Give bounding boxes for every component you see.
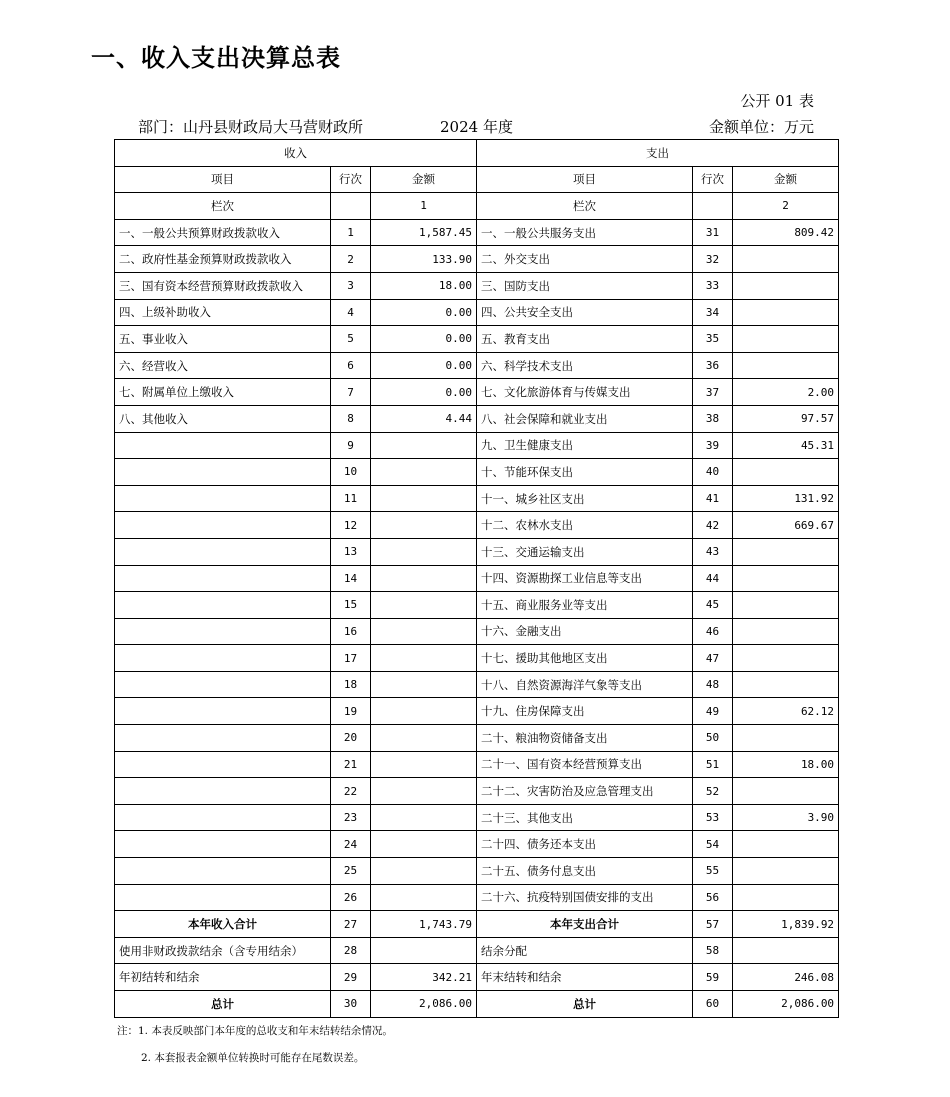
- expense-section-header: 支出: [477, 140, 839, 167]
- expense-item-header: 项目: [477, 166, 693, 193]
- expense-amount-header: 金额: [733, 166, 839, 193]
- income-amount: 2,086.00: [371, 991, 477, 1018]
- income-row-number: 26: [331, 884, 371, 911]
- expense-row-number: 38: [693, 405, 733, 432]
- income-amount: 1,587.45: [371, 219, 477, 246]
- income-section-header: 收入: [115, 140, 477, 167]
- income-amount: [371, 459, 477, 486]
- income-item: 总计: [115, 991, 331, 1018]
- income-amount: [371, 831, 477, 858]
- income-item: [115, 459, 331, 486]
- income-amount: [371, 671, 477, 698]
- income-item: [115, 565, 331, 592]
- expense-amount: [733, 246, 839, 273]
- expense-item: 十、节能环保支出: [477, 459, 693, 486]
- expense-item: 四、公共安全支出: [477, 299, 693, 326]
- table-row: [115, 751, 839, 778]
- table-row: [115, 698, 839, 725]
- table-row: [115, 831, 839, 858]
- table-row: [115, 459, 839, 486]
- table-row: [115, 219, 839, 246]
- income-amount: [371, 485, 477, 512]
- table-row: [115, 299, 839, 326]
- expense-item: 十一、城乡社区支出: [477, 485, 693, 512]
- income-item: 四、上级补助收入: [115, 299, 331, 326]
- expense-row-number: 39: [693, 432, 733, 459]
- income-amount: 0.00: [371, 326, 477, 353]
- income-amount: [371, 512, 477, 539]
- income-row-number: 19: [331, 698, 371, 725]
- expense-item: 二十一、国有资本经营预算支出: [477, 751, 693, 778]
- expense-column-label: 栏次: [477, 193, 693, 220]
- table-row: [115, 326, 839, 353]
- expense-item: 本年支出合计: [477, 911, 693, 938]
- column-number-row: [115, 193, 839, 220]
- income-item: 一、一般公共预算财政拨款收入: [115, 219, 331, 246]
- expense-amount: [733, 671, 839, 698]
- expense-amount: 246.08: [733, 964, 839, 991]
- table-row: [115, 352, 839, 379]
- income-amount: 342.21: [371, 964, 477, 991]
- expense-amount: [733, 272, 839, 299]
- income-row-number: 22: [331, 778, 371, 805]
- expense-row-number: 34: [693, 299, 733, 326]
- income-row-number: 25: [331, 858, 371, 885]
- expense-amount: 3.90: [733, 804, 839, 831]
- expense-row-number: 40: [693, 459, 733, 486]
- expense-row-number: 52: [693, 778, 733, 805]
- income-item: [115, 485, 331, 512]
- empty-cell: [693, 193, 733, 220]
- income-item: 本年收入合计: [115, 911, 331, 938]
- income-item: 年初结转和结余: [115, 964, 331, 991]
- table-row: [115, 379, 839, 406]
- income-item: 使用非财政拨款结余（含专用结余）: [115, 937, 331, 964]
- income-amount: 0.00: [371, 299, 477, 326]
- expense-amount: [733, 884, 839, 911]
- income-item: 五、事业收入: [115, 326, 331, 353]
- income-row-number: 2: [331, 246, 371, 273]
- expense-row-number: 35: [693, 326, 733, 353]
- page-title: 一、收入支出决算总表: [91, 44, 341, 72]
- expense-item: 十八、自然资源海洋气象等支出: [477, 671, 693, 698]
- income-item: [115, 432, 331, 459]
- income-item: 八、其他收入: [115, 405, 331, 432]
- expense-row-number: 42: [693, 512, 733, 539]
- expense-item: 十四、资源勘探工业信息等支出: [477, 565, 693, 592]
- income-column-number: 1: [371, 193, 477, 220]
- expense-item: 九、卫生健康支出: [477, 432, 693, 459]
- table-row: [115, 804, 839, 831]
- income-row-number: 8: [331, 405, 371, 432]
- table-row: [115, 565, 839, 592]
- income-row-number: 16: [331, 618, 371, 645]
- income-item-header: 项目: [115, 166, 331, 193]
- expense-amount: [733, 858, 839, 885]
- income-expense-summary-table: [114, 139, 839, 1018]
- income-amount: [371, 618, 477, 645]
- income-amount: [371, 751, 477, 778]
- expense-row-number: 54: [693, 831, 733, 858]
- income-row-number: 5: [331, 326, 371, 353]
- expense-row-number: 43: [693, 538, 733, 565]
- income-amount: 1,743.79: [371, 911, 477, 938]
- expense-row-number: 46: [693, 618, 733, 645]
- income-amount: [371, 565, 477, 592]
- income-amount: [371, 937, 477, 964]
- income-row-number: 4: [331, 299, 371, 326]
- expense-item: 三、国防支出: [477, 272, 693, 299]
- income-amount: [371, 884, 477, 911]
- table-row: [115, 405, 839, 432]
- table-row: [115, 246, 839, 273]
- income-row-number: 24: [331, 831, 371, 858]
- expense-item: 七、文化旅游体育与传媒支出: [477, 379, 693, 406]
- expense-row-number: 41: [693, 485, 733, 512]
- expense-row-number: 31: [693, 219, 733, 246]
- expense-amount: 2.00: [733, 379, 839, 406]
- summary-row: [115, 964, 839, 991]
- expense-item: 八、社会保障和就业支出: [477, 405, 693, 432]
- expense-amount: [733, 565, 839, 592]
- expense-item: 十六、金融支出: [477, 618, 693, 645]
- income-item: 六、经营收入: [115, 352, 331, 379]
- expense-row-number: 51: [693, 751, 733, 778]
- income-amount: [371, 804, 477, 831]
- income-row-number: 23: [331, 804, 371, 831]
- expense-amount: 45.31: [733, 432, 839, 459]
- expense-amount: [733, 831, 839, 858]
- income-item: [115, 512, 331, 539]
- expense-item: 十九、住房保障支出: [477, 698, 693, 725]
- income-row-number: 20: [331, 725, 371, 752]
- expense-amount: 62.12: [733, 698, 839, 725]
- expense-row-number: 50: [693, 725, 733, 752]
- income-item: [115, 858, 331, 885]
- empty-cell: [331, 193, 371, 220]
- amount-unit: 金额单位：万元: [708, 118, 814, 136]
- expense-amount: [733, 299, 839, 326]
- expense-amount: [733, 618, 839, 645]
- expense-item: 二十、粮油物资储备支出: [477, 725, 693, 752]
- expense-amount: 669.67: [733, 512, 839, 539]
- expense-amount: 1,839.92: [733, 911, 839, 938]
- income-item: 七、附属单位上缴收入: [115, 379, 331, 406]
- income-amount: [371, 698, 477, 725]
- expense-row-number: 37: [693, 379, 733, 406]
- expense-item: 结余分配: [477, 937, 693, 964]
- income-row-number: 28: [331, 937, 371, 964]
- expense-amount: 131.92: [733, 485, 839, 512]
- income-amount-header: 金额: [371, 166, 477, 193]
- expense-amount: 18.00: [733, 751, 839, 778]
- expense-row-number: 59: [693, 964, 733, 991]
- income-column-label: 栏次: [115, 193, 331, 220]
- expense-row-number: 47: [693, 645, 733, 672]
- income-row-number: 3: [331, 272, 371, 299]
- income-item: 二、政府性基金预算财政拨款收入: [115, 246, 331, 273]
- income-item: [115, 592, 331, 619]
- income-amount: [371, 778, 477, 805]
- expense-item: 五、教育支出: [477, 326, 693, 353]
- table-row: [115, 645, 839, 672]
- income-row-number: 21: [331, 751, 371, 778]
- income-row-number: 27: [331, 911, 371, 938]
- income-amount: [371, 538, 477, 565]
- department-label: 部门：山丹县财政局大马营财政所: [138, 118, 364, 136]
- expense-row-number: 32: [693, 246, 733, 273]
- table-row: [115, 432, 839, 459]
- form-code: 公开 01 表: [740, 92, 814, 110]
- table-row: [115, 618, 839, 645]
- expense-item: 二十六、抗疫特别国债安排的支出: [477, 884, 693, 911]
- expense-row-header: 行次: [693, 166, 733, 193]
- expense-item: 六、科学技术支出: [477, 352, 693, 379]
- column-header-row: [115, 166, 839, 193]
- expense-row-number: 44: [693, 565, 733, 592]
- table-row: [115, 592, 839, 619]
- table-row: [115, 272, 839, 299]
- expense-amount: [733, 725, 839, 752]
- expense-item: 十三、交通运输支出: [477, 538, 693, 565]
- expense-row-number: 33: [693, 272, 733, 299]
- expense-amount: [733, 778, 839, 805]
- income-row-number: 13: [331, 538, 371, 565]
- income-row-number: 18: [331, 671, 371, 698]
- table-row: [115, 512, 839, 539]
- expense-item: 十七、援助其他地区支出: [477, 645, 693, 672]
- income-amount: [371, 725, 477, 752]
- income-item: [115, 618, 331, 645]
- income-row-number: 15: [331, 592, 371, 619]
- income-row-number: 12: [331, 512, 371, 539]
- table-row: [115, 538, 839, 565]
- income-item: [115, 725, 331, 752]
- income-row-number: 29: [331, 964, 371, 991]
- footnote-1: 注：1. 本表反映部门本年度的总收支和年末结转结余情况。: [117, 1025, 393, 1037]
- expense-row-number: 36: [693, 352, 733, 379]
- expense-amount: [733, 326, 839, 353]
- table-row: [115, 884, 839, 911]
- expense-amount: [733, 937, 839, 964]
- income-row-number: 17: [331, 645, 371, 672]
- expense-amount: [733, 352, 839, 379]
- expense-item: 一、一般公共服务支出: [477, 219, 693, 246]
- expense-item: 十五、商业服务业等支出: [477, 592, 693, 619]
- income-row-number: 30: [331, 991, 371, 1018]
- expense-item: 十二、农林水支出: [477, 512, 693, 539]
- income-amount: [371, 858, 477, 885]
- table-row: [115, 858, 839, 885]
- table-row: [115, 485, 839, 512]
- table-row: [115, 725, 839, 752]
- income-amount: 133.90: [371, 246, 477, 273]
- income-item: 三、国有资本经营预算财政拨款收入: [115, 272, 331, 299]
- income-amount: 0.00: [371, 379, 477, 406]
- income-amount: 18.00: [371, 272, 477, 299]
- footnotes: [117, 1023, 393, 1077]
- income-amount: [371, 592, 477, 619]
- expense-column-number: 2: [733, 193, 839, 220]
- expense-row-number: 49: [693, 698, 733, 725]
- income-row-number: 1: [331, 219, 371, 246]
- expense-amount: [733, 538, 839, 565]
- expense-amount: [733, 459, 839, 486]
- income-item: [115, 778, 331, 805]
- expense-amount: 97.57: [733, 405, 839, 432]
- summary-row: [115, 911, 839, 938]
- expense-item: 二、外交支出: [477, 246, 693, 273]
- income-row-number: 14: [331, 565, 371, 592]
- income-item: [115, 645, 331, 672]
- expense-row-number: 58: [693, 937, 733, 964]
- income-amount: 0.00: [371, 352, 477, 379]
- table-row: [115, 671, 839, 698]
- income-item: [115, 884, 331, 911]
- expense-amount: [733, 645, 839, 672]
- expense-amount: 809.42: [733, 219, 839, 246]
- income-item: [115, 751, 331, 778]
- table-row: [115, 778, 839, 805]
- income-amount: [371, 645, 477, 672]
- income-item: [115, 698, 331, 725]
- income-amount: 4.44: [371, 405, 477, 432]
- section-header-row: [115, 140, 839, 167]
- expense-row-number: 53: [693, 804, 733, 831]
- footnote-2: 2. 本套报表金额单位转换时可能存在尾数误差。: [141, 1052, 365, 1064]
- expense-row-number: 48: [693, 671, 733, 698]
- expense-amount: 2,086.00: [733, 991, 839, 1018]
- expense-row-number: 55: [693, 858, 733, 885]
- expense-item: 二十四、债务还本支出: [477, 831, 693, 858]
- expense-item: 二十二、灾害防治及应急管理支出: [477, 778, 693, 805]
- income-row-number: 6: [331, 352, 371, 379]
- income-item: [115, 671, 331, 698]
- income-item: [115, 804, 331, 831]
- expense-row-number: 45: [693, 592, 733, 619]
- income-item: [115, 538, 331, 565]
- expense-item: 二十五、债务付息支出: [477, 858, 693, 885]
- income-row-number: 10: [331, 459, 371, 486]
- fiscal-year: 2024 年度: [440, 118, 513, 136]
- income-row-header: 行次: [331, 166, 371, 193]
- summary-row: [115, 991, 839, 1018]
- income-row-number: 11: [331, 485, 371, 512]
- expense-item: 年末结转和结余: [477, 964, 693, 991]
- expense-row-number: 56: [693, 884, 733, 911]
- expense-row-number: 57: [693, 911, 733, 938]
- expense-amount: [733, 592, 839, 619]
- income-row-number: 7: [331, 379, 371, 406]
- income-amount: [371, 432, 477, 459]
- expense-item: 总计: [477, 991, 693, 1018]
- expense-row-number: 60: [693, 991, 733, 1018]
- income-row-number: 9: [331, 432, 371, 459]
- income-item: [115, 831, 331, 858]
- expense-item: 二十三、其他支出: [477, 804, 693, 831]
- summary-row: [115, 937, 839, 964]
